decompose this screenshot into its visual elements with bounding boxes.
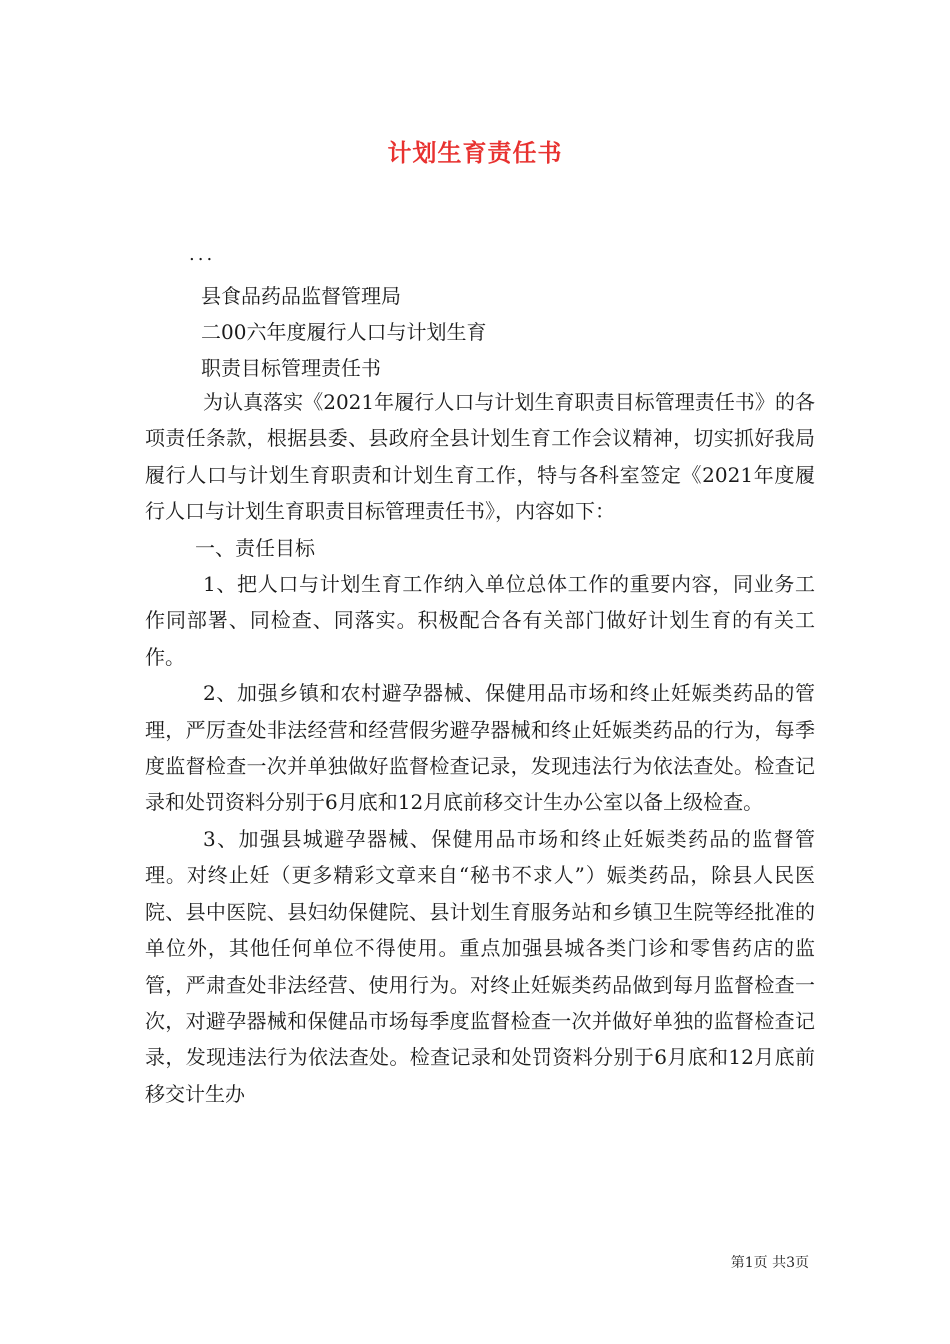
clause-paragraph-1: 1、把人口与计划生育工作纳入单位总体工作的重要内容，同业务工作同部署、同检查、同落实。积极配合各有关部门做好计划生育的有关工作。 bbox=[145, 572, 815, 669]
header-line-issuer: 县食品药品监督管理局 bbox=[201, 284, 401, 308]
header-line-year: 二00六年度履行人口与计划生育 bbox=[201, 320, 487, 344]
intro-paragraph: 为认真落实《2021年履行人口与计划生育职责目标管理责任书》的各项责任条款，根据县委、县政府全县计划生育工作会议精神，切实抓好我局履行人口与计划生育职责和计划生育工作，特与各科室签定《2021年度履行人口与计划生育职责目标管理责任书》，内容如下： bbox=[145, 390, 815, 524]
clause-paragraph-2: 2、加强乡镇和农村避孕器械、保健用品市场和终止妊娠类药品的管理，严厉查处非法经营和经营假劣避孕器械和终止妊娠类药品的行为，每季度监督检查一次并单独做好监督检查记录，发现违法行为依法查处。检查记录和处罚资料分别于6月底和12月底前移交计生办公室以备上级检查。 bbox=[145, 681, 815, 815]
section-heading: 一、责任目标 bbox=[195, 535, 315, 560]
document-body bbox=[145, 384, 815, 1112]
clause-paragraph-3: 3、加强县城避孕器械、保健用品市场和终止妊娠类药品的监督管理。对终止妊（更多精彩文章来自“秘书不求人”）娠类药品，除县人民医院、县中医院、县妇幼保健院、县计划生育服务站和乡镇卫生院等经批准的单位外，其他任何单位不得使用。重点加强县城各类门诊和零售药店的监管，严肃查处非法经营、使用行为。对终止妊娠类药品做到每月监督检查一次，对避孕器械和保健品市场每季度监督检查一次并做好单独的监督检查记录，发现违法行为依法查处。检查记录和处罚资料分别于6月底和12月底前移交计生办 bbox=[145, 826, 815, 1106]
header-line-doc-name: 职责目标管理责任书 bbox=[201, 356, 381, 380]
ellipsis-mark: ... bbox=[189, 244, 216, 265]
page-number: 第1页 共3页 bbox=[730, 1255, 809, 1271]
document-title: 计划生育责任书 bbox=[387, 138, 563, 167]
